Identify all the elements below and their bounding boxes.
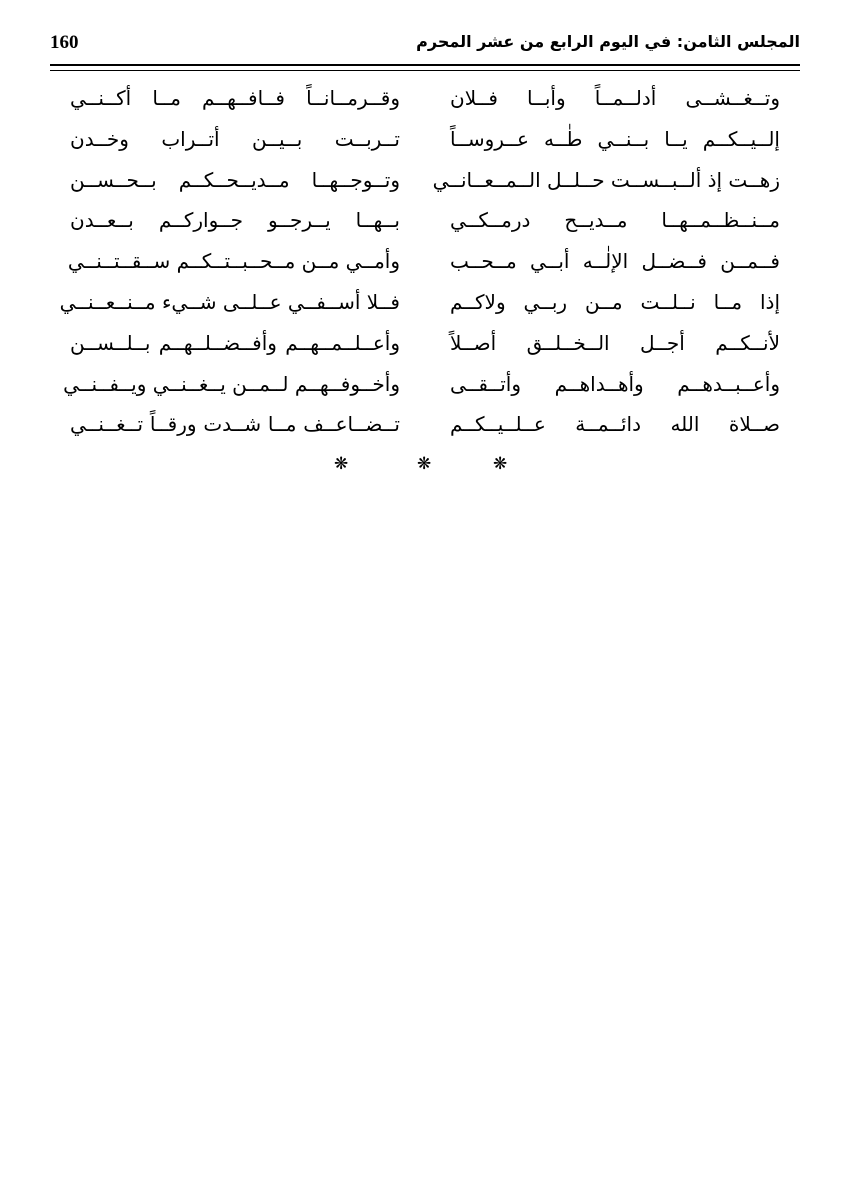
header-rule-thin <box>50 70 800 71</box>
verse <box>70 404 780 445</box>
verse-first-hemistich: مــنــظــمــهــا مــديــح درمــكــي <box>450 208 780 233</box>
verse-second-hemistich: وتــوجــهــا مــديــحــكــم بــحــســن <box>70 167 400 192</box>
verse <box>70 160 780 201</box>
verse-second-hemistich: وأخــوفــهــم لــمــن يــغــنــي ويــفــنــي <box>63 371 400 396</box>
section-divider-ornaments <box>0 449 849 479</box>
verse-second-hemistich: تــضــاعــف مــا شــدت ورقــاً تــغــنــي <box>70 412 400 437</box>
verse <box>70 78 780 119</box>
verse-first-hemistich: إذا مــا نــلــت مــن ربــي ولاكــم <box>450 289 780 314</box>
verse <box>59 282 780 323</box>
page-header <box>50 30 800 60</box>
verse-second-hemistich: وأعــلــمــهــم وأفــضــلــهــم بــلــســن <box>70 330 400 355</box>
verse-second-hemistich: بــهــا يــرجــو جــواركــم بــعــدن <box>70 208 400 233</box>
header-rule-thick <box>50 64 800 66</box>
running-title: المجلس الثامن: في اليوم الرابع من عشر المحرم <box>416 32 800 51</box>
verse-first-hemistich: فــمــن فــضــل الإلٰــه أبــي مــحــب <box>450 249 780 274</box>
verse-first-hemistich: إلــيــكــم يــا بــنــي طٰــه عــروســاً <box>450 126 780 151</box>
verse-second-hemistich: وقــرمــانــاً فــافــهــم مــا أكــنــي <box>70 86 400 110</box>
page-number: 160 <box>50 32 79 53</box>
verse-first-hemistich: لأنــكــم أجــل الــخــلــق أصــلاً <box>450 330 780 355</box>
verse <box>70 323 780 364</box>
verse-first-hemistich: وأعــبــدهــم وأهــداهــم وأتــقــى <box>450 371 780 396</box>
asterism-ornament-icon: ❋ <box>334 454 349 474</box>
poem <box>59 78 780 445</box>
verse <box>67 241 780 282</box>
verse-first-hemistich: زهــت إذ ألــبــســت حــلــل الــمــعــانــي <box>432 167 780 192</box>
verse <box>70 200 780 241</box>
verse-second-hemistich: وأمــي مــن مــحــبــتــكــم ســقــتــنــي <box>67 249 400 274</box>
asterism-ornament-icon: ❋ <box>493 454 508 474</box>
verse <box>63 364 780 405</box>
verse-second-hemistich: تــربــت بــيــن أتــراب وخــدن <box>70 126 400 151</box>
verse-first-hemistich: صــلاة الله دائــمــة عــلــيــكــم <box>450 412 780 437</box>
verse-first-hemistich: وتــغــشــى أدلــمــاً وأبــا فــلان <box>450 86 780 110</box>
asterism-ornament-icon: ❋ <box>417 454 432 474</box>
verse-second-hemistich: فــلا أســفــي عــلــى شــيء مــنــعــنــي <box>59 289 400 314</box>
verse <box>70 119 780 160</box>
